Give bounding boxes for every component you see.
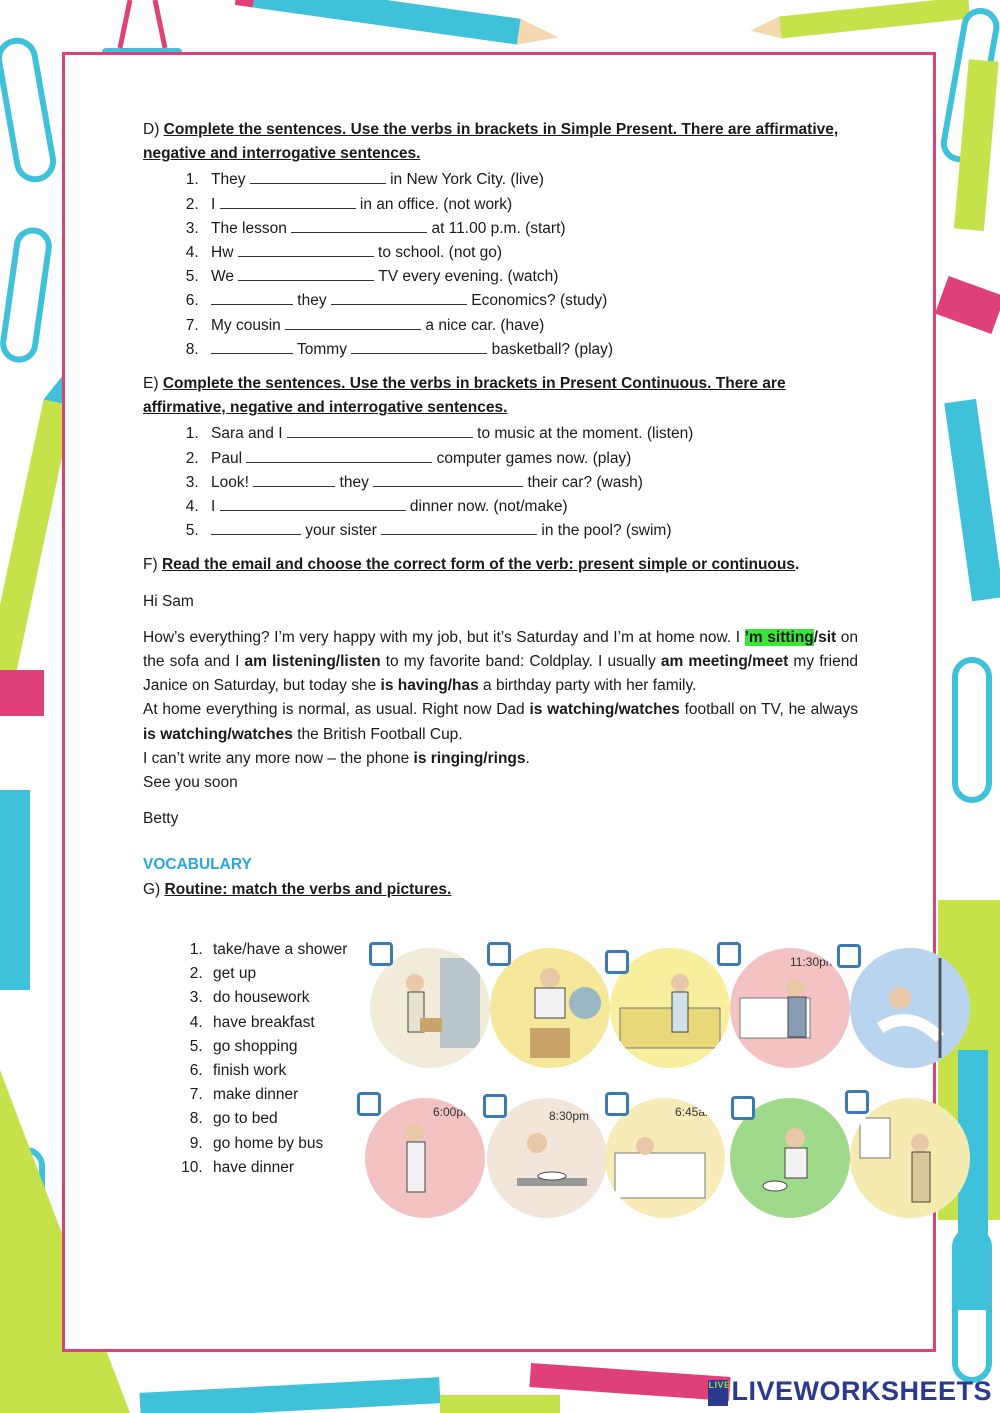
list-item: 5. your sister in the pool? (swim) (203, 519, 858, 543)
verb-choice[interactable]: is watching/watches (529, 701, 680, 719)
logo-text: LIVEWORKSHEETS (731, 1376, 992, 1406)
list-item: 9. go home by bus (207, 1132, 858, 1156)
answer-blank[interactable] (287, 423, 473, 438)
liveworksheets-logo (708, 1376, 992, 1407)
list-item: 10. have dinner (207, 1156, 858, 1180)
match-checkbox[interactable] (605, 950, 629, 974)
list-item: 4. Hw to school. (not go) (203, 241, 858, 265)
shower-illustration (850, 948, 970, 1068)
bus-picture (850, 1098, 970, 1218)
section-d-instruction: Complete the sentences. Use the verbs in brackets in Simple Present. There are affirmative, negative and interrogative sentences. (143, 121, 839, 163)
list-item: 7. My cousin a nice car. (have) (203, 314, 858, 338)
answer-blank[interactable] (331, 290, 467, 305)
section-e-instruction: Complete the sentences. Use the verbs in brackets in Present Continuous. There are affirmative, negative and interrogative sentences. (143, 375, 786, 417)
verb-choice[interactable]: am listening/listen (244, 653, 381, 671)
section-g-instruction: Routine: match the verbs and pictures. (164, 880, 452, 898)
list-item: 3. do housework (207, 986, 858, 1010)
shopping-illustration (370, 948, 490, 1068)
answer-blank[interactable] (381, 520, 537, 535)
list-item: 1. Sara and I to music at the moment. (listen) (203, 422, 858, 446)
section-g-label: G) (143, 880, 161, 898)
answer-blank[interactable] (285, 315, 421, 330)
match-checkbox[interactable] (357, 1092, 381, 1116)
list-item: 2. get up (207, 962, 858, 986)
list-item: 1. They in New York City. (live) (203, 168, 858, 192)
clock-label: 6:00pm (433, 1105, 474, 1119)
match-checkbox[interactable] (845, 1090, 869, 1114)
match-checkbox[interactable] (605, 1092, 629, 1116)
answer-blank[interactable] (211, 290, 293, 305)
list-item: 6. finish work (207, 1059, 858, 1083)
match-checkbox[interactable] (369, 942, 393, 966)
section-d-label: D) (143, 121, 160, 138)
list-item: 3. The lesson at 11.00 p.m. (start) (203, 217, 858, 241)
email-paragraph-1: How’s everything? I’m very happy with my job, but it’s Saturday and I’m at home now. I ’m sitting/sit on the sofa and I am listening/listen to my favorite band: Coldplay. I usually am meeting/meet my friend Janice on Saturday, but today she is having/has a birthday party with her family. (143, 628, 858, 695)
match-checkbox[interactable] (487, 942, 511, 966)
answer-blank[interactable] (211, 520, 301, 535)
answer-blank[interactable] (351, 339, 487, 354)
section-e-heading (143, 372, 858, 420)
list-item: 8. Tommy basketball? (play) (203, 338, 858, 362)
verb-choice[interactable]: is having/has (380, 677, 479, 695)
vocabulary-title: VOCABULARY (143, 856, 252, 874)
waking-illustration (605, 1098, 725, 1218)
section-e-label: E) (143, 375, 159, 393)
email-closing: See you soon (143, 774, 238, 792)
match-checkbox[interactable] (731, 1096, 755, 1120)
answer-blank[interactable] (250, 169, 386, 184)
list-item: 7. make dinner (207, 1083, 858, 1107)
match-checkbox[interactable] (717, 942, 741, 966)
clock-label: 8:30pm (549, 1109, 590, 1123)
email-text (143, 578, 858, 832)
list-item: 2. I in an office. (not work) (203, 193, 858, 217)
section-f-instruction: Read the email and choose the correct form of the verb: present simple or continuous (161, 556, 795, 574)
verb-choice[interactable]: is ringing/rings (413, 749, 526, 767)
match-checkbox[interactable] (483, 1094, 507, 1118)
shower-picture (850, 948, 970, 1068)
housework-picture (490, 948, 610, 1068)
selected-answer-highlight[interactable]: ’m sitting (744, 628, 814, 646)
email-greeting: Hi Sam (143, 592, 194, 610)
list-item: 1. take/have a shower (207, 938, 858, 962)
clock-label: 11:30pm (790, 955, 836, 969)
section-g-heading (143, 878, 858, 902)
answer-blank[interactable] (238, 242, 374, 257)
answer-blank[interactable] (253, 472, 335, 487)
list-item: 5. We TV every evening. (watch) (203, 265, 858, 289)
section-d-heading (143, 118, 858, 166)
email-paragraph-3: I can’t write any more now – the phone is ringing/rings. (143, 749, 530, 767)
street-illustration (365, 1098, 485, 1218)
section-f-label: F) (143, 556, 158, 574)
verb-choice[interactable]: /sit (813, 628, 837, 646)
section-f-heading: F) Read the email and choose the correct form of the verb: present simple or continuous. (143, 556, 800, 574)
list-item: 6. they Economics? (study) (203, 289, 858, 313)
answer-blank[interactable] (246, 448, 432, 463)
list-item: 4. have breakfast (207, 1011, 858, 1035)
list-item: 2. Paul computer games now. (play) (203, 447, 858, 471)
answer-blank[interactable] (211, 339, 293, 354)
logo-badge: LIVE (708, 1380, 728, 1406)
routine-pictures (355, 938, 955, 1228)
list-item: 3. Look! they their car? (wash) (203, 471, 858, 495)
answer-blank[interactable] (220, 194, 356, 209)
answer-blank[interactable] (373, 472, 523, 487)
list-item: 8. go to bed (207, 1107, 858, 1131)
section-e-list (143, 422, 858, 543)
match-checkbox[interactable] (837, 944, 861, 968)
bus-illustration (850, 1098, 970, 1218)
get-up-picture (605, 1098, 725, 1218)
verb-choice[interactable]: am meeting/meet (660, 653, 789, 671)
finish-work-picture (365, 1098, 485, 1218)
clock-label: 6:45am (675, 1105, 716, 1119)
verb-choice[interactable]: is watching/watches (143, 725, 293, 743)
answer-blank[interactable] (220, 496, 406, 511)
answer-blank[interactable] (238, 266, 374, 281)
answer-blank[interactable] (291, 218, 427, 233)
list-item: 4. I dinner now. (not/make) (203, 495, 858, 519)
shopping-picture (370, 948, 490, 1068)
section-d-list (143, 168, 858, 362)
list-item: 5. go shopping (207, 1035, 858, 1059)
bedroom-illustration (730, 948, 850, 1068)
email-paragraph-2: At home everything is normal, as usual. Right now Dad is watching/watches football on TV, he always is watching/watches the British Football Cup. (143, 701, 858, 743)
housework-illustration (490, 948, 610, 1068)
email-signature: Betty (143, 810, 179, 828)
go-to-bed-picture (730, 948, 850, 1068)
